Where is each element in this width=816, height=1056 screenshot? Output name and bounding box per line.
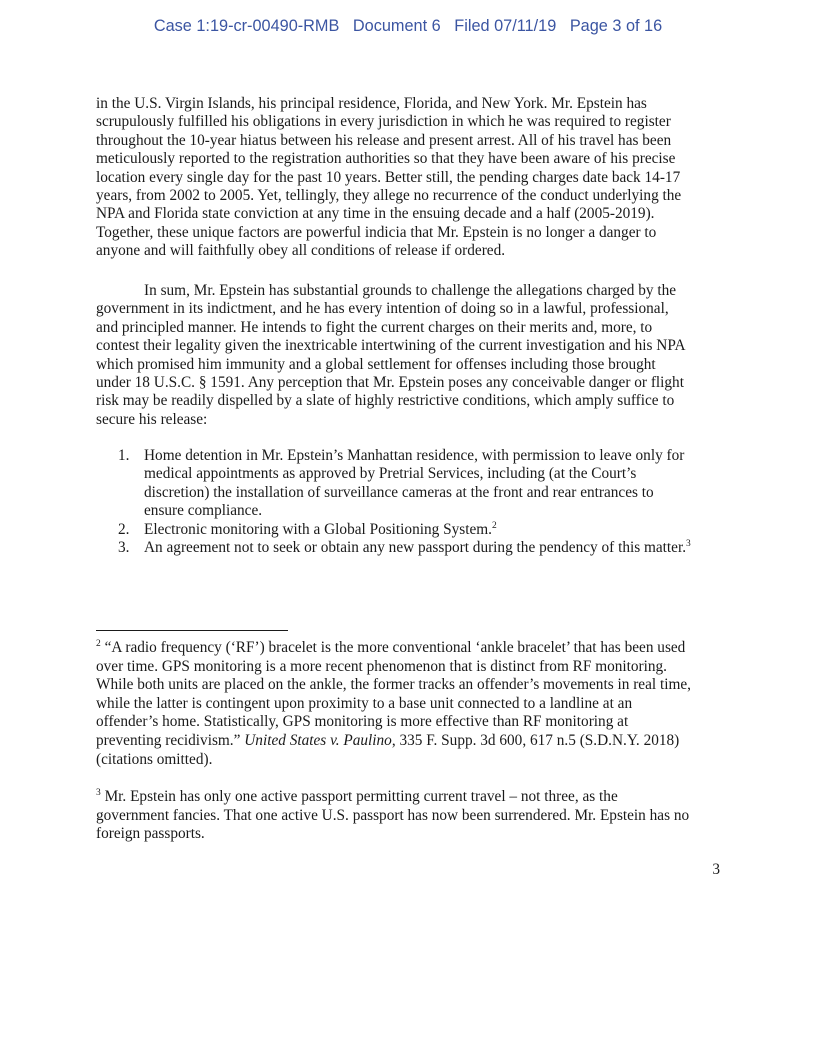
footnote-3 xyxy=(96,788,724,844)
footnote-line: (citations omitted). xyxy=(96,750,213,768)
release-conditions-list xyxy=(118,447,728,557)
paragraph-1-line: scrupulously fulfilled his obligations in every jurisdiction in which he was required to register xyxy=(96,113,671,131)
footnote-line: while the latter is contingent upon proximity to a base unit connected to a landline at an xyxy=(96,694,633,712)
paragraph-2-line: contest their legality given the inextricable intertwining of the current investigation and his NPA xyxy=(96,337,686,355)
footnote-2 xyxy=(96,639,724,769)
footnote-line xyxy=(96,639,724,658)
footnote-line: While both units are placed on the ankle, the former tracks an offender’s movements in real time, xyxy=(96,676,691,694)
list-item xyxy=(118,539,728,557)
footnote-line: foreign passports. xyxy=(96,825,205,843)
list-item xyxy=(118,521,728,539)
list-item-number: 2. xyxy=(118,520,130,538)
list-item-number: 3. xyxy=(118,539,130,557)
footnote-marker: 2 xyxy=(96,638,101,649)
paragraph-2-line: and principled manner. He intends to fight the current charges on their merits and, more, to xyxy=(96,318,653,336)
page-number: 3 xyxy=(712,861,720,878)
footnote-ref-2[interactable]: 2 xyxy=(491,520,497,531)
footnote-ref-3[interactable]: 3 xyxy=(686,538,691,549)
paragraph-2-line: In sum, Mr. Epstein has substantial grounds to challenge the allegations charged by the xyxy=(144,282,677,299)
list-item-text: An agreement not to seek or obtain any new passport during the pendency of this matter. xyxy=(144,539,687,557)
case-citation-name: United States v. Paulino xyxy=(244,731,392,749)
list-item-line: discretion) the installation of surveillance cameras at the front and rear entrances to xyxy=(144,483,654,501)
footnote-divider xyxy=(96,630,288,631)
list-item-line: ensure compliance. xyxy=(144,502,263,520)
list-item-text: Electronic monitoring with a Global Positioning System. xyxy=(144,520,492,538)
footnote-line xyxy=(96,732,724,751)
paragraph-2 xyxy=(96,282,722,429)
footnote-line: over time. GPS monitoring is a more recent phenomenon that is distinct from RF monitoring. xyxy=(96,657,668,675)
footnote-text: Mr. Epstein has only one active passport permitting current travel – not three, as the xyxy=(104,788,618,805)
list-item-line: medical appointments as approved by Pretrial Services, including (at the Court’s xyxy=(144,465,637,483)
footnote-line: offender’s home. Statistically, GPS monitoring is more effective than RF monitoring at xyxy=(96,713,629,731)
paragraph-1-line: meticulously reported to the registration authorities so that they have been aware of his precise xyxy=(96,150,676,168)
paragraph-1-line: anyone and will faithfully obey all conditions of release if ordered. xyxy=(96,242,506,260)
paragraph-2-line: secure his release: xyxy=(96,410,208,428)
paragraph-1-line: Together, these unique factors are powerful indicia that Mr. Epstein is no longer a danger to xyxy=(96,223,657,241)
footnote-marker: 3 xyxy=(96,787,101,798)
case-header: Case 1:19-cr-00490-RMB Document 6 Filed 07/11/19 Page 3 of 16 xyxy=(153,17,663,35)
list-item-line xyxy=(144,539,728,557)
footnote-line: government fancies. That one active U.S. passport has now been surrendered. Mr. Epstein has no xyxy=(96,806,690,824)
footnote-line xyxy=(96,788,724,807)
list-item xyxy=(118,447,728,521)
footnote-text: , 335 F. Supp. 3d 600, 617 n.5 (S.D.N.Y. 2018) xyxy=(391,731,680,749)
paragraph-1-line: years, from 2002 to 2005. Yet, tellingly, they allege no recurrence of the conduct underlying the xyxy=(96,187,682,205)
paragraph-1 xyxy=(96,95,722,261)
list-item-line xyxy=(144,521,728,539)
paragraph-2-line: under 18 U.S.C. § 1591. Any perception that Mr. Epstein poses any conceivable danger or flight xyxy=(96,374,684,392)
paragraph-2-line: risk may be readily dispelled by a slate of highly restrictive conditions, which amply suffice to xyxy=(96,392,675,410)
paragraph-1-line: location every single day for the past 10 years. Better still, the pending charges date back 14-17 xyxy=(96,168,681,186)
paragraph-1-line: throughout the 10-year hiatus between his release and present arrest. All of his travel has been xyxy=(96,131,672,149)
footnote-text: “A radio frequency (‘RF’) bracelet is the more conventional ‘ankle bracelet’ that has been used xyxy=(104,639,686,656)
paragraph-2-line: which promised him immunity and a global settlement for offenses including those brought xyxy=(96,355,656,373)
paragraph-1-line: NPA and Florida state conviction at any time in the ensuing decade and a half (2005-2019). xyxy=(96,205,655,223)
list-item-number: 1. xyxy=(118,447,130,464)
paragraph-2-line: government in its indictment, and he has every intention of doing so in a lawful, professional, xyxy=(96,300,669,318)
list-item-line: Home detention in Mr. Epstein’s Manhattan residence, with permission to leave only for xyxy=(144,447,685,464)
footnote-text: preventing recidivism.” xyxy=(96,731,245,749)
paragraph-1-line: in the U.S. Virgin Islands, his principal residence, Florida, and New York. Mr. Epstein has xyxy=(96,95,647,112)
